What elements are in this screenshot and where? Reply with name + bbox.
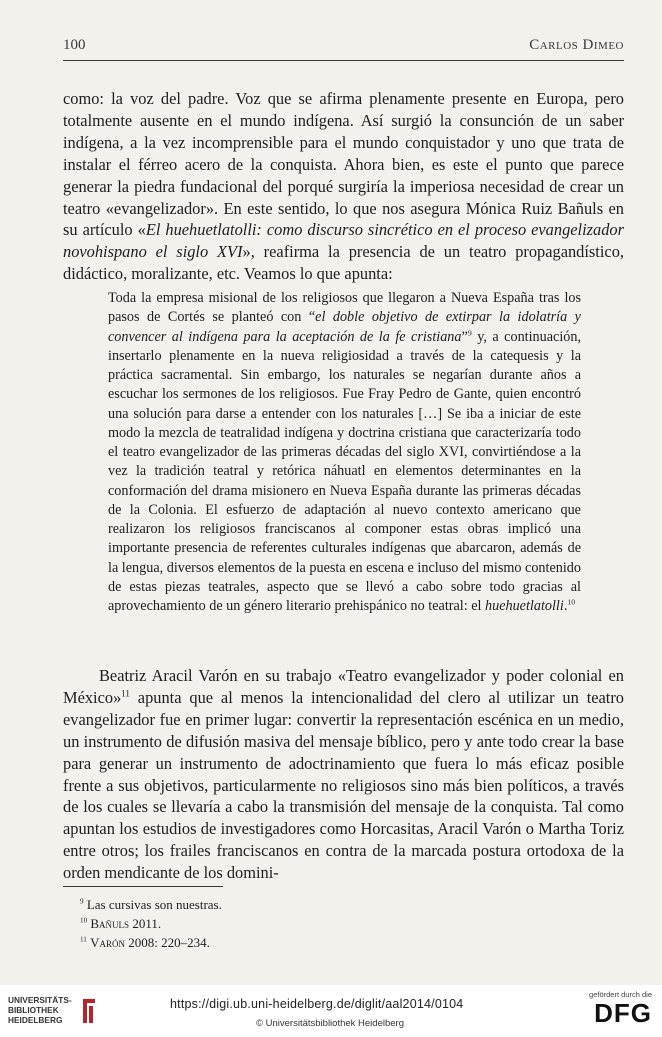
paragraph-1: como: la voz del padre. Voz que se afirma plenamente presente en Europa, pero totalmente ausente en el mundo indígena. Así surgió la consunción de un saber indígena, a la vez incomprensible para el mundo conquistador y uno que trata de instalar el férreo acero de la conquista. Ahora bien, es este el punto que parece generar la piedra fundacional del porqué surgiría la imperiosa necesidad de crear un teatro «evangelizador». En este sentido, lo que nos asegura Mónica Ruiz Bañuls en su artículo «El huehuetlatolli: como discurso sincrético en el proceso evangelizador novohispano el siglo XVI», reafirma la presencia de un teatro propagandístico, didáctico, moralizante, etc. Veamos lo que apunta: <box>63 89 624 284</box>
footnote-10: $^{10}$ Bañuls 2011. <box>80 916 162 931</box>
permalink[interactable]: https://digi.ub.uni-heidelberg.de/diglit/aal2014/0104 <box>170 997 464 1011</box>
library-logo[interactable]: UNIVERSITÄTS- BIBLIOTHEK HEIDELBERG <box>8 995 103 1027</box>
page-header <box>63 37 624 59</box>
footnotes <box>80 895 580 952</box>
footnote-rule <box>63 886 223 887</box>
paragraph-2: Beatriz Aracil Varón en su trabajo «Teatro evangelizador y poder colonial en México»$^{11}$ apunta que al menos la intencionalidad del clero al utilizar un teatro evangelizador fue en primer lugar: convertir la representación escénica en un medio, un instrumento de difusión masiva del mensaje bíblico, pero y ante todo crear la base para generar un instrumento de adoctrinamiento que fuera lo más eficaz posible frente a sus objetivos, particularmente no religiosos sino más bien políticos, a través de los cuales se llevaría a cabo la transmisión del mensaje de la conquista. Tal como apuntan los estudios de investigadores como Horcasitas, Aracil Varón o Martha Toriz entre otros; los frailes franciscanos en contra de la marcada postura ortodoxa de la orden mendicante de los domini- <box>63 666 624 883</box>
dfg-logo[interactable]: gefördert durch die DFG <box>589 990 652 1028</box>
page-number: 100 <box>63 37 86 53</box>
header-rule <box>63 60 624 61</box>
digitization-footer <box>0 985 662 1037</box>
footnote-11: $^{11}$ Varón 2008: 220–234. <box>80 935 210 950</box>
library-mark-icon <box>80 997 98 1025</box>
footnote-ref-10[interactable]: 10 <box>567 597 576 607</box>
footnote-ref-9[interactable]: 9 <box>467 327 472 337</box>
article-title: El huehuetlatolli: como discurso sincrético en el proceso evangelizador novohispano el siglo XVI <box>63 220 624 262</box>
block-quote: Toda la empresa misional de los religiosos que llegaron a Nueva España tras los pasos de Cortés se planteó con “el doble objetivo de extirpar la idolatría y convencer al indígena para la aceptación de la fe cristiana”$^9$ y, a continuación, insertarlo plenamente en la nueva religiosidad a través de la catequesis y la práctica sacramental. Sin embargo, los naturales se negarían durante años a escuchar los sermones de los religiosos. Fue Fray Pedro de Gante, quien encontró una solución para darse a entender con los naturales […] Se iba a iniciar de este modo la mezcla de teatralidad indígena y doctrina cristiana que caracterizaría todo el teatro evangelizador de las primeras décadas del siglo XVI, convirtiéndose a la vez la tradición teatral y retórica náhuatl en elementos determinantes en la conformación del drama misionero en Nueva España durante las primeras décadas de la Colonia. El esfuerzo de adaptación al nuevo contexto americano que realizaron los religiosos franciscanos al componer estas obras implicó una importante presencia de referentes culturales indígenas que abarcaron, además de la lengua, diversos elementos de la puesta en escena e incluso del mismo contenido de estas piezas teatrales, aspecto que se llevó a cabo sobre todo gracias al aprovechamiento de un género literario prehispánico no teatral: el huehuetlatolli.$^{10}$ <box>108 290 582 614</box>
copyright-notice: © Universitätsbibliothek Heidelberg <box>256 1018 404 1029</box>
footnote-ref-11[interactable]: 11 <box>121 688 130 699</box>
running-head: Carlos Dimeo <box>529 37 624 53</box>
footnote-9: $^9$ Las cursivas son nuestras. <box>80 897 222 912</box>
